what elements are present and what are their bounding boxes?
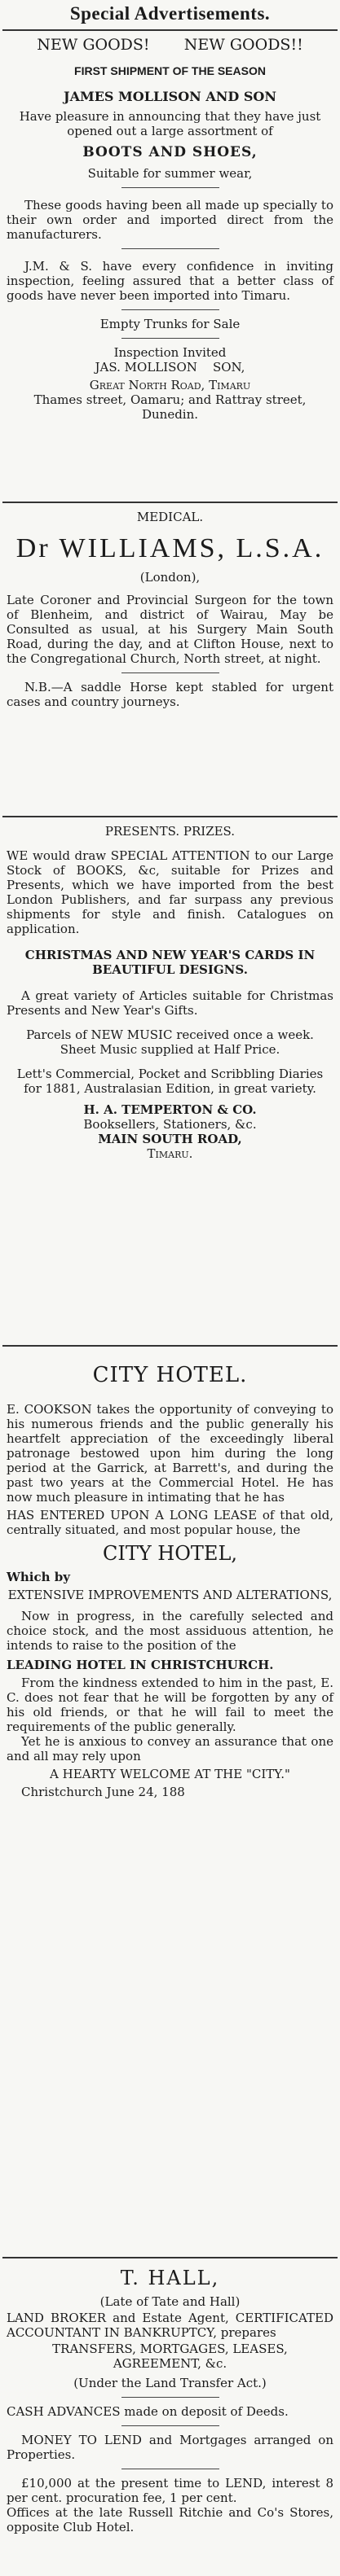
hotel-name: CITY HOTEL, bbox=[102, 1542, 238, 1565]
ad-money: MONEY TO LEND and Mortgages arranged on Properties. bbox=[7, 2433, 333, 2462]
ad-diaries: Lett's Commercial, Pocket and Scribbling Diaries for 1881, Australasian Edition, in great variety. bbox=[16, 1067, 324, 1096]
ad-williams bbox=[7, 510, 333, 709]
ad-heading: CITY HOTEL. bbox=[92, 1363, 248, 1387]
ad-welcome: A HEARTY WELCOME AT THE "CITY." bbox=[50, 1767, 290, 1781]
short-divider bbox=[121, 2397, 219, 2398]
ad-suitable: Suitable for summer wear, bbox=[87, 166, 253, 181]
ad-town: Timaru. bbox=[147, 1146, 193, 1161]
page-header: Special Advertisements. bbox=[69, 3, 271, 24]
ad-which: Which by bbox=[7, 1570, 70, 1584]
ad-leading: LEADING HOTEL IN CHRISTCHURCH. bbox=[7, 1658, 274, 1672]
ad-act: (Under the Land Transfer Act.) bbox=[73, 2376, 267, 2390]
ad-t-hall bbox=[7, 2265, 333, 2534]
ad-date: Christchurch June 24, 188 bbox=[21, 1785, 185, 1799]
ad-address: Thames street, Oamaru; and Rattray street, Dunedin. bbox=[33, 392, 307, 422]
ad-transfers: TRANSFERS, MORTGAGES, LEASES, AGREEMENT, &c. bbox=[52, 2342, 288, 2371]
ad-heading: T. HALL, bbox=[120, 2267, 220, 2289]
ad-offices: Offices at the late Russell Ritchie and Co's Stores, opposite Club Hotel. bbox=[7, 2505, 333, 2534]
short-divider bbox=[121, 187, 219, 188]
ad-improvements: EXTENSIVE IMPROVEMENTS AND ALTERATIONS, bbox=[7, 1588, 333, 1602]
ad-body: E. COOKSON takes the opportunity of conveying to his numerous friends and the public generally his heartfelt appreciation of the exceedingly liberal patronage bestowed upon him during the long period at the Garrick, at Barrett's, and during the past two years at the Commercial Hotel. He has now much pleasure in intimating that he has bbox=[7, 1402, 333, 1505]
ad-headline: NEW GOODS! NEW GOODS!! bbox=[37, 36, 303, 54]
divider bbox=[2, 2257, 338, 2258]
ad-signature: JAS. MOLLISON SON, bbox=[95, 360, 245, 375]
ad-paragraph: J.M. & S. have every confidence in inviting inspection, feeling assured that a better class of goods have never been imported into Timaru. bbox=[7, 259, 333, 303]
ad-subtitle: (London), bbox=[139, 570, 201, 585]
ad-address: MAIN SOUTH ROAD, bbox=[98, 1132, 242, 1146]
ad-now: Now in progress, in the carefully selected and choice stock, and the most assiduous attention, he intends to raise to the position of the bbox=[7, 1609, 333, 1653]
ad-body: Late Coroner and Provincial Surgeon for the town of Blenheim, and district of Wairau, May be Consulted as usual, at his Surgery Main South Road, during the day, and at Clifton House, next to the Congregational Church, North street, at night. bbox=[7, 593, 333, 666]
divider bbox=[2, 816, 338, 817]
ad-late: (Late of Tate and Hall) bbox=[99, 2294, 241, 2309]
ad-heading: MEDICAL. bbox=[136, 510, 204, 524]
ad-kindness: From the kindness extended to him in the past, E. C. does not fear that he will be forgotten by any of his old friends, or that he will fail to meet the requirements of the public generally. bbox=[7, 1676, 333, 1734]
ad-mollison bbox=[7, 34, 333, 422]
firm-name: H. A. TEMPERTON & CO. bbox=[83, 1102, 257, 1117]
ad-cash: CASH ADVANCES made on deposit of Deeds. bbox=[7, 2404, 289, 2419]
ad-anxious: Yet he is anxious to convey an assurance that one and all may rely upon bbox=[7, 1734, 333, 1763]
ad-note: N.B.—A saddle Horse kept stabled for urgent cases and country journeys. bbox=[7, 680, 333, 709]
ad-amount: £10,000 at the present time to LEND, interest 8 per cent. procuration fee, 1 per cent. bbox=[7, 2476, 333, 2505]
ad-intro: Have pleasure in announcing that they have just opened out a large assortment of bbox=[19, 109, 321, 138]
short-divider bbox=[121, 248, 219, 249]
short-divider bbox=[121, 672, 219, 673]
divider bbox=[2, 1345, 338, 1347]
product-heading: BOOTS AND SHOES, bbox=[82, 144, 258, 160]
ad-subheadline: FIRST SHIPMENT OF THE SEASON bbox=[74, 64, 266, 77]
doctor-name: Dr WILLIAMS, L.S.A. bbox=[15, 533, 325, 563]
short-divider bbox=[121, 309, 219, 310]
ad-paragraph: These goods having been all made up specially to their own order and imported direct from the manufacturers. bbox=[7, 198, 333, 242]
ad-city-hotel bbox=[7, 1361, 333, 1799]
ad-title: LAND BROKER and Estate Agent, CERTIFICATED ACCOUNTANT IN BANKRUPTCY, prepares bbox=[7, 2311, 333, 2340]
ad-music: Parcels of NEW MUSIC received once a week. Sheet Music supplied at Half Price. bbox=[26, 1027, 314, 1057]
firm-name: JAMES MOLLISON AND SON bbox=[64, 89, 276, 104]
ad-invited: Inspection Invited bbox=[113, 345, 227, 360]
short-divider bbox=[121, 2425, 219, 2426]
divider bbox=[2, 502, 338, 503]
ad-entered: HAS ENTERED UPON A LONG LEASE of that old, centrally situated, and most popular house, the bbox=[7, 1508, 333, 1537]
ad-trunks: Empty Trunks for Sale bbox=[99, 317, 241, 331]
ad-temperton bbox=[7, 824, 333, 1161]
ad-address: Great North Road, Timaru bbox=[89, 378, 251, 392]
ad-cards: CHRISTMAS AND NEW YEAR'S CARDS IN BEAUTIFUL DESIGNS. bbox=[24, 948, 316, 977]
short-divider bbox=[121, 338, 219, 339]
divider bbox=[2, 29, 338, 31]
ad-heading: PRESENTS. PRIZES. bbox=[104, 824, 236, 839]
ad-variety: A great variety of Articles suitable for Christmas Presents and New Year's Gifts. bbox=[7, 988, 333, 1018]
ad-body: WE would draw SPECIAL ATTENTION to our Large Stock of BOOKS, &c, suitable for Prizes and Presents, which we have imported from the best London Publishers, and far surpass any previous shipments for style and finish. Catalogues on application. bbox=[7, 848, 333, 936]
ad-trade: Booksellers, Stationers, &c. bbox=[83, 1117, 257, 1132]
